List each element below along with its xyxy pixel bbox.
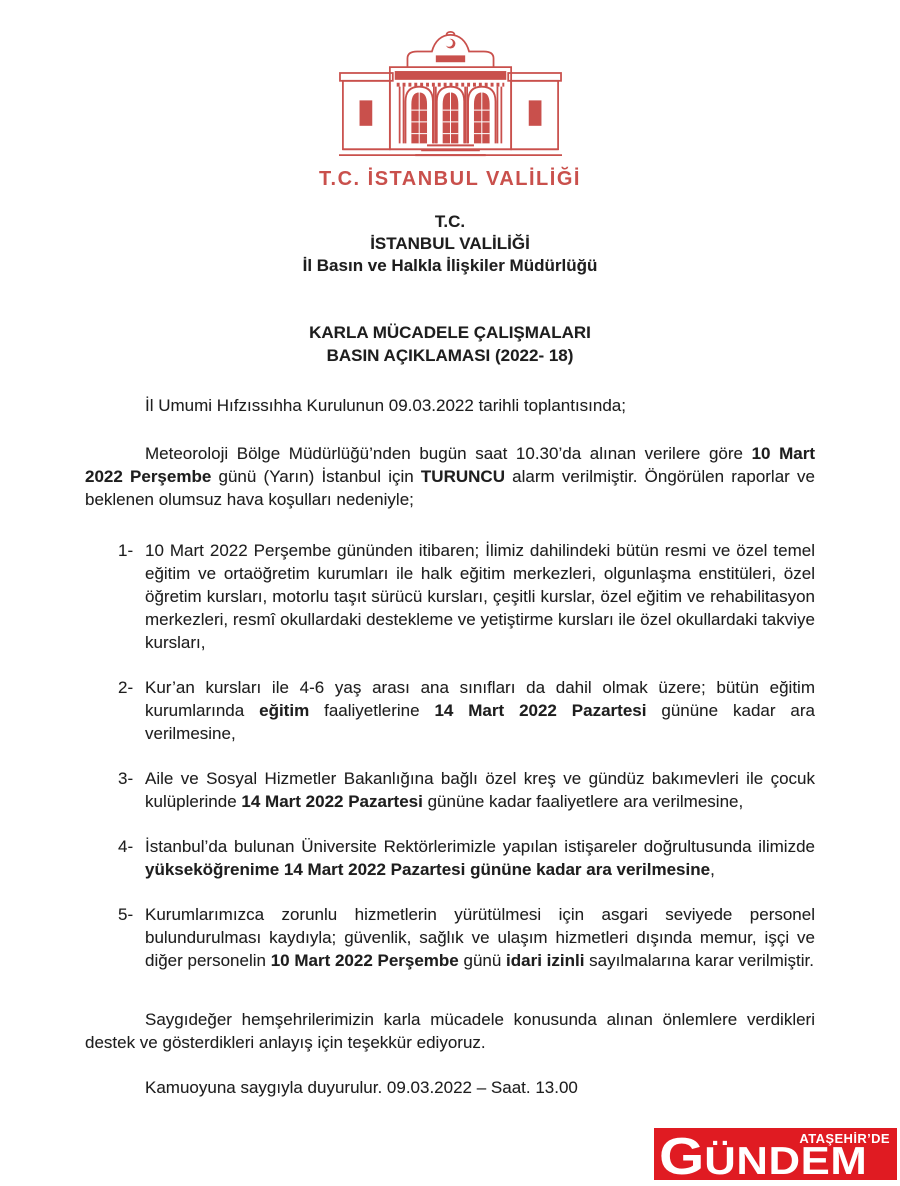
- letterhead-mudurluk: İl Basın ve Halkla İlişkiler Müdürlüğü: [302, 256, 598, 275]
- document-title: [85, 321, 815, 367]
- item-number: 3-: [118, 769, 134, 788]
- letterhead-tc: T.C.: [434, 212, 466, 231]
- document-title-line1: KARLA MÜCADELE ÇALIŞMALARI: [309, 323, 591, 342]
- closing-paragraph: Saygıdeğer hemşehrilerimizin karla mücadele konusunda alınan önlemlere verdikleri destek ve gösterdikleri anlayış için teşekkür ediyoruz.: [85, 1010, 815, 1052]
- item-text: 10 Mart 2022 Perşembe gününden itibaren; İlimiz dahilindeki bütün resmi ve özel temel eğitim ve ortaöğretim kurumları ile halk eğitim merkezleri, olgunlaşma enstitüleri, özel öğretim kursları, motorlu taşıt sürücü kursları, çeşitli kurslar, özel eğitim ve rehabilitasyon merkezleri, resmî okullardaki destekleme ve yetiştirme kursları ile özel okullardaki takviye kursları,: [145, 541, 815, 652]
- list-item: [85, 676, 815, 745]
- letterhead: [85, 211, 815, 277]
- document-title-line2: BASIN AÇIKLAMASI (2022- 18): [326, 346, 574, 365]
- news-watermark-logo: [654, 1128, 897, 1186]
- meteo-paragraph: Meteoroloji Bölge Müdürlüğü’nden bugün saat 10.30’da alınan verilere göre 10 Mart 2022 Perşembe günü (Yarın) İstanbul için TURUNCU alarm verilmiştir. Öngörülen raporlar ve beklenen olumsuz hava koşulları nedeniyle;: [85, 444, 815, 509]
- brand-rest: ÜNDEM: [704, 1140, 868, 1184]
- list-item: [85, 539, 815, 654]
- logo-caption: T.C. İSTANBUL VALİLİĞİ: [319, 168, 581, 190]
- decision-list: [85, 539, 815, 972]
- item-number: 1-: [118, 541, 134, 560]
- item-text: Kurumlarımızca zorunlu hizmetlerin yürütülmesi için asgari seviyede personel bulundurulması kaydıyla; güvenlik, sağlık ve ulaşım hizmetleri dışında memur, işçi ve diğer personelin 10 Mart 2022 Perşembe günü idari izinli sayılmalarına karar verilmiştir.: [145, 905, 815, 970]
- list-item: [85, 767, 815, 813]
- item-number: 5-: [118, 905, 134, 924]
- intro-paragraph: İl Umumi Hıfzıssıhha Kurulunun 09.03.2022 tarihli toplantısında;: [145, 396, 626, 415]
- item-text: Kur’an kursları ile 4-6 yaş arası ana sınıfları da dahil olmak üzere; bütün eğitim kurumlarında eğitim faaliyetlerine 14 Mart 2022 Pazartesi gününe kadar ara verilmesine,: [145, 678, 815, 743]
- item-text: İstanbul’da bulunan Üniversite Rektörlerimizle yapılan istişareler doğrultusunda ilimizde yükseköğrenime 14 Mart 2022 Pazartesi gününe kadar ara verilmesine,: [145, 837, 815, 879]
- list-item: [85, 903, 815, 972]
- announcement-footer-line: Kamuoyuna saygıyla duyurulur. 09.03.2022 – Saat. 13.00: [145, 1078, 578, 1097]
- item-number: 4-: [118, 837, 134, 856]
- valilik-logo-block: [85, 28, 815, 191]
- letterhead-valilik: İSTANBUL VALİLİĞİ: [370, 234, 530, 253]
- brand-tagline: ATAŞEHİR’DE: [799, 1131, 890, 1146]
- list-item: [85, 835, 815, 881]
- brand-initial: G: [659, 1128, 705, 1186]
- item-number: 2-: [118, 678, 134, 697]
- valilik-building-icon: [333, 28, 568, 162]
- item-text: Aile ve Sosyal Hizmetler Bakanlığına bağlı özel kreş ve gündüz bakımevleri ile çocuk kulüplerinde 14 Mart 2022 Pazartesi gününe kadar faaliyetlere ara verilmesine,: [145, 769, 815, 811]
